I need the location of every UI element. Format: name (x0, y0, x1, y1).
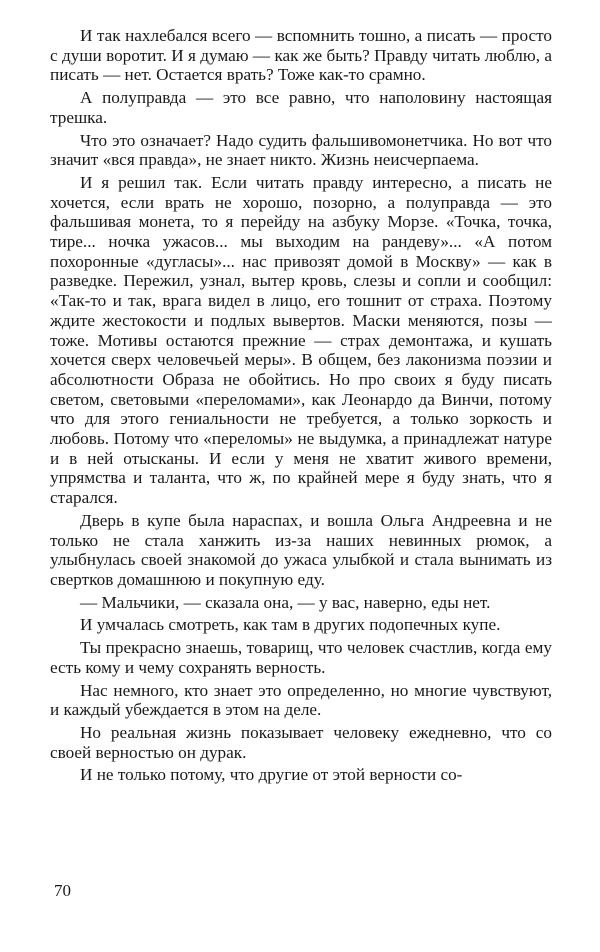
book-page (50, 26, 552, 926)
paragraph: И так нахлебался всего — вспомнить тошно, а писать — просто с души воротит. И я думаю — как же быть? Правду читать люблю, а писать — нет. Остается врать? Тоже как-то срамно. (50, 26, 552, 85)
paragraph: — Мальчики, — сказала она, — у вас, наверно, еды нет. (80, 592, 491, 612)
paragraph: Но реальная жизнь показывает человеку ежедневно, что со своей верностью он дурак. (50, 722, 552, 762)
paragraph: Дверь в купе была нараспах, и вошла Ольга Андреевна и не только не стала ханжить из-за наших невинных рюмок, а улыбнулась своей знакомой до ужаса улыбкой и стала вынимать из свертков домашнюю и покупную еду. (50, 510, 552, 589)
paragraph: Ты прекрасно знаешь, товарищ, что человек счастлив, когда ему есть кому и чему сохранять верность. (50, 638, 552, 677)
paragraph: Нас немного, кто знает это определенно, но многие чувствуют, и каждый убеждается в этом на деле. (50, 680, 552, 720)
page-number: 70 (54, 881, 71, 900)
paragraph: И я решил так. Если читать правду интересно, а писать не хочется, если врать не хорошо, позорно, а полуправда — это фальшивая монета, то я перейду на азбуку Морзе. «Точка, точка, тире... ночка ужасов... мы выходим на рандеву»... «А потом похоронные «дугласы»... нас привозят домой в Москву» — как в разведке. Пережил, узнал, вытер кровь, слезы и сопли и сообщил: «Так-то и так, врага видел в лицо, его тошнит от страха. Поэтому ждите жестокости и подлых вывертов. Маски меняются, позы — тоже. Мотивы остаются прежние — страх демонтажа, и кушать хочется сверх человечьей меры». В общем, без лаконизма поэзии и абсолютности Образа не обойтись. Но про своих я буду писать светом, световыми «переломами», как Леонардо да Винчи, потому что для этого гениальности не требуется, а только зоркость и любовь. Потому что «переломы» не выдумка, а принадлежат натуре и в ней отысканы. И если у меня не хватит живого времени, упрямства и таланта, что ж, по крайней мере я буду знать, что я старался. (50, 172, 552, 508)
paragraph: А полуправда — это все равно, что наполовину настоящая трешка. (50, 88, 552, 127)
paragraph: И умчалась смотреть, как там в других подопечных купе. (80, 615, 501, 635)
paragraph: И не только потому, что другие от этой верности со- (80, 765, 463, 785)
paragraph: Что это означает? Надо судить фальшивомонетчика. Но вот что значит «вся правда», не знает никто. Жизнь неисчерпаема. (50, 130, 552, 170)
